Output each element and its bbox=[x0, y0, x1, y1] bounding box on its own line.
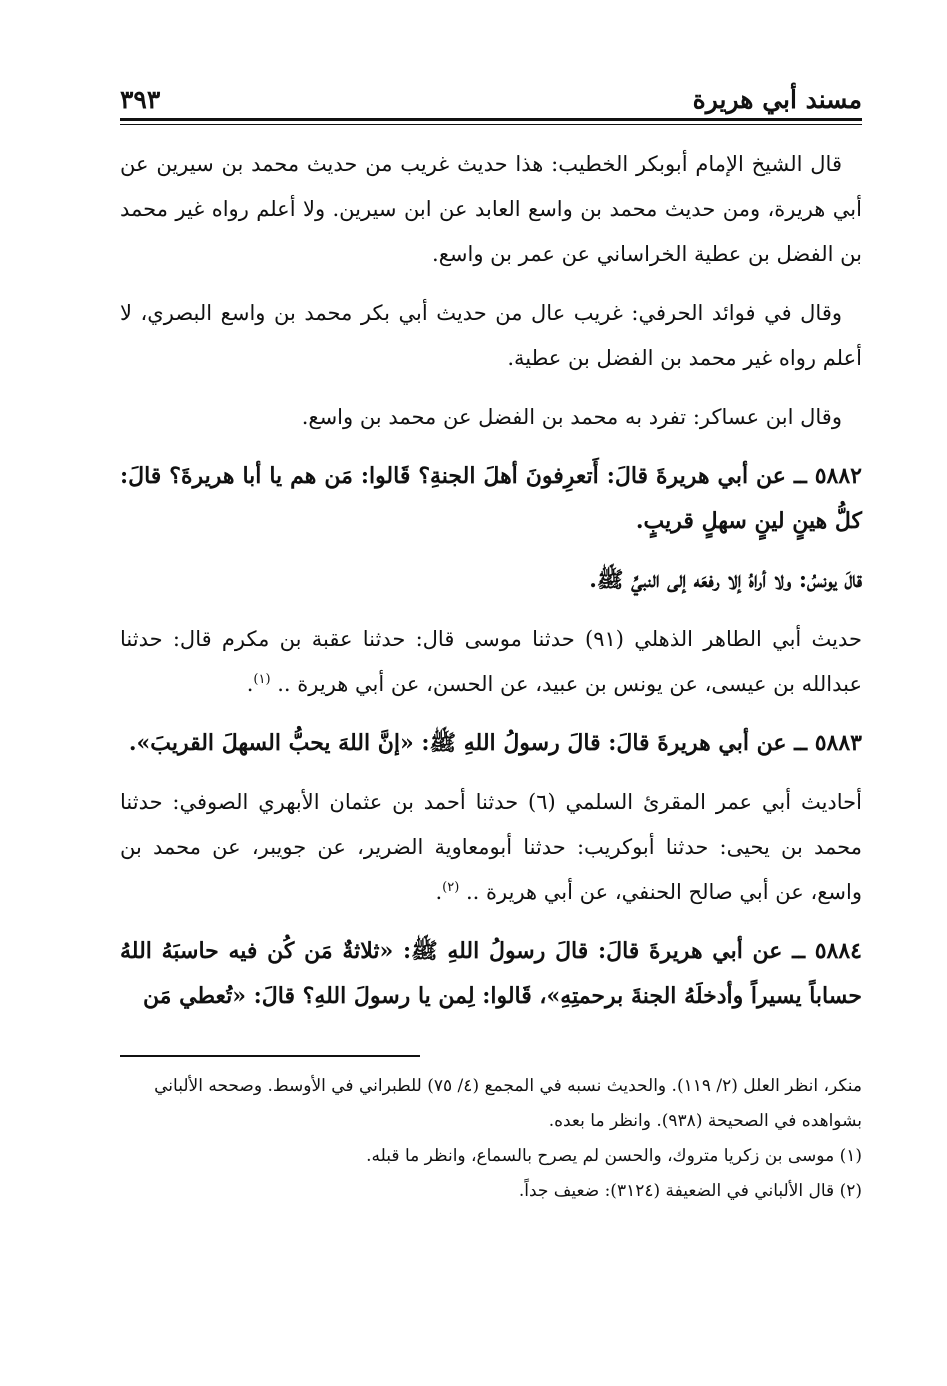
hadith-5884: ٥٨٨٤ ــ عن أبي هريرةَ قالَ: قالَ رسولُ اللهِ ﷺ: «ثلاثةٌ مَن كُن فيه حاسبَهُ اللهُ حساباً يسيراً وأدخلَهُ الجنةَ برحمتِهِ»، قَالوا: لِمن يا رسولَ اللهِ؟ قالَ: «تُعطي مَن bbox=[120, 938, 862, 1009]
paragraph-harfi-comment: وقال في فوائد الحرفي: غريب عال من حديث أبي بكر محمد بن واسع البصري، لا أعلم رواه غير محمد بن الفضل بن عطية. bbox=[120, 301, 862, 370]
footnotes bbox=[120, 1069, 862, 1209]
page-number: ٣٩٣ bbox=[120, 85, 161, 114]
page-body bbox=[120, 124, 862, 1019]
hadith-5882: ٥٨٨٢ ــ عن أبي هريرةَ قالَ: أَتعرِفونَ أهلَ الجنةِ؟ قَالوا: مَن هم يا أبا هريرةَ؟ قالَ: كلُّ هينٍ لينٍ سهلٍ قريبٍ. bbox=[120, 463, 862, 534]
running-header bbox=[120, 80, 862, 124]
footnote-1: (١) موسى بن زكريا متروك، والحسن لم يصرح بالسماع، وانظر ما قبله. bbox=[366, 1146, 862, 1166]
hadith-5883: ٥٨٨٣ ــ عن أبي هريرةَ قالَ: قالَ رسولُ اللهِ ﷺ: «إنَّ اللهَ يحبُّ السهلَ القريبَ». bbox=[128, 730, 862, 756]
header-rule-thin bbox=[120, 124, 862, 125]
source-abu-tahir: حديث أبي الطاهر الذهلي (٩١) حدثنا موسى قال: حدثنا عقبة بن مكرم قال: حدثنا عبدالله بن عيسى، عن يونس بن عبيد، عن الحسن، عن أبي هريرة .. $^{(١)}$. bbox=[120, 627, 863, 696]
footnote-2: (٢) قال الألباني في الضعيفة (٣١٢٤): ضعيف جداً. bbox=[518, 1181, 862, 1201]
source-abu-tahir-text: حديث أبي الطاهر الذهلي (٩١) حدثنا موسى قال: حدثنا عقبة بن مكرم قال: حدثنا عبدالله بن عيسى، عن يونس بن عبيد، عن الحسن، عن أبي هريرة .. bbox=[120, 627, 863, 696]
footnote-separator-wrap bbox=[120, 1033, 862, 1069]
footnote-marker-1: (١) bbox=[253, 672, 271, 687]
book-page bbox=[120, 80, 862, 1320]
yunus-comment: قالَ يونسُ: ولا أراهُ إلا رفعَه إلى النبيِّ ﷺ. bbox=[589, 567, 862, 593]
source-abu-amr-text: أحاديث أبي عمر المقرئ السلمي (٦) حدثنا أحمد بن عثمان الأبهري الصوفي: حدثنا محمد بن يحيى: حدثنا أبوكريب: حدثنا أبومعاوية الضرير، عن جويبر، عن محمد بن واسع، عن أبي صالح الحنفي، عن أبي هريرة .. bbox=[120, 790, 862, 904]
header-title: مسند أبي هريرة bbox=[692, 85, 862, 114]
paragraph-khatib-comment: قال الشيخ الإمام أبوبكر الخطيب: هذا حديث غريب من حديث محمد بن سيرين عن أبي هريرة، ومن حديث محمد بن واسع العابد عن ابن سيرين. ولا أعلم رواه غير محمد بن الفضل بن عطية الخراساني عن عمر بن واسع. bbox=[120, 152, 862, 266]
footnote-separator bbox=[120, 1055, 420, 1057]
paragraph-ibn-asakir-comment: وقال ابن عساكر: تفرد به محمد بن الفضل عن محمد بن واسع. bbox=[301, 405, 842, 429]
source-abu-amr: أحاديث أبي عمر المقرئ السلمي (٦) حدثنا أحمد بن عثمان الأبهري الصوفي: حدثنا محمد بن يحيى: حدثنا أبوكريب: حدثنا أبومعاوية الضرير، عن جويبر، عن محمد بن واسع، عن أبي صالح الحنفي، عن أبي هريرة .. $^{(٢)}$. bbox=[120, 790, 862, 904]
footnote-continuation: منكر، انظر العلل (٢/ ١١٩). والحديث نسبه في المجمع (٤/ ٧٥) للطبراني في الأوسط. وصححه الألباني بشواهده في الصحيحة (٩٣٨). وانظر ما بعده. bbox=[154, 1076, 862, 1131]
header-rule-thick bbox=[120, 118, 862, 121]
footnote-marker-2: (٢) bbox=[442, 880, 460, 895]
